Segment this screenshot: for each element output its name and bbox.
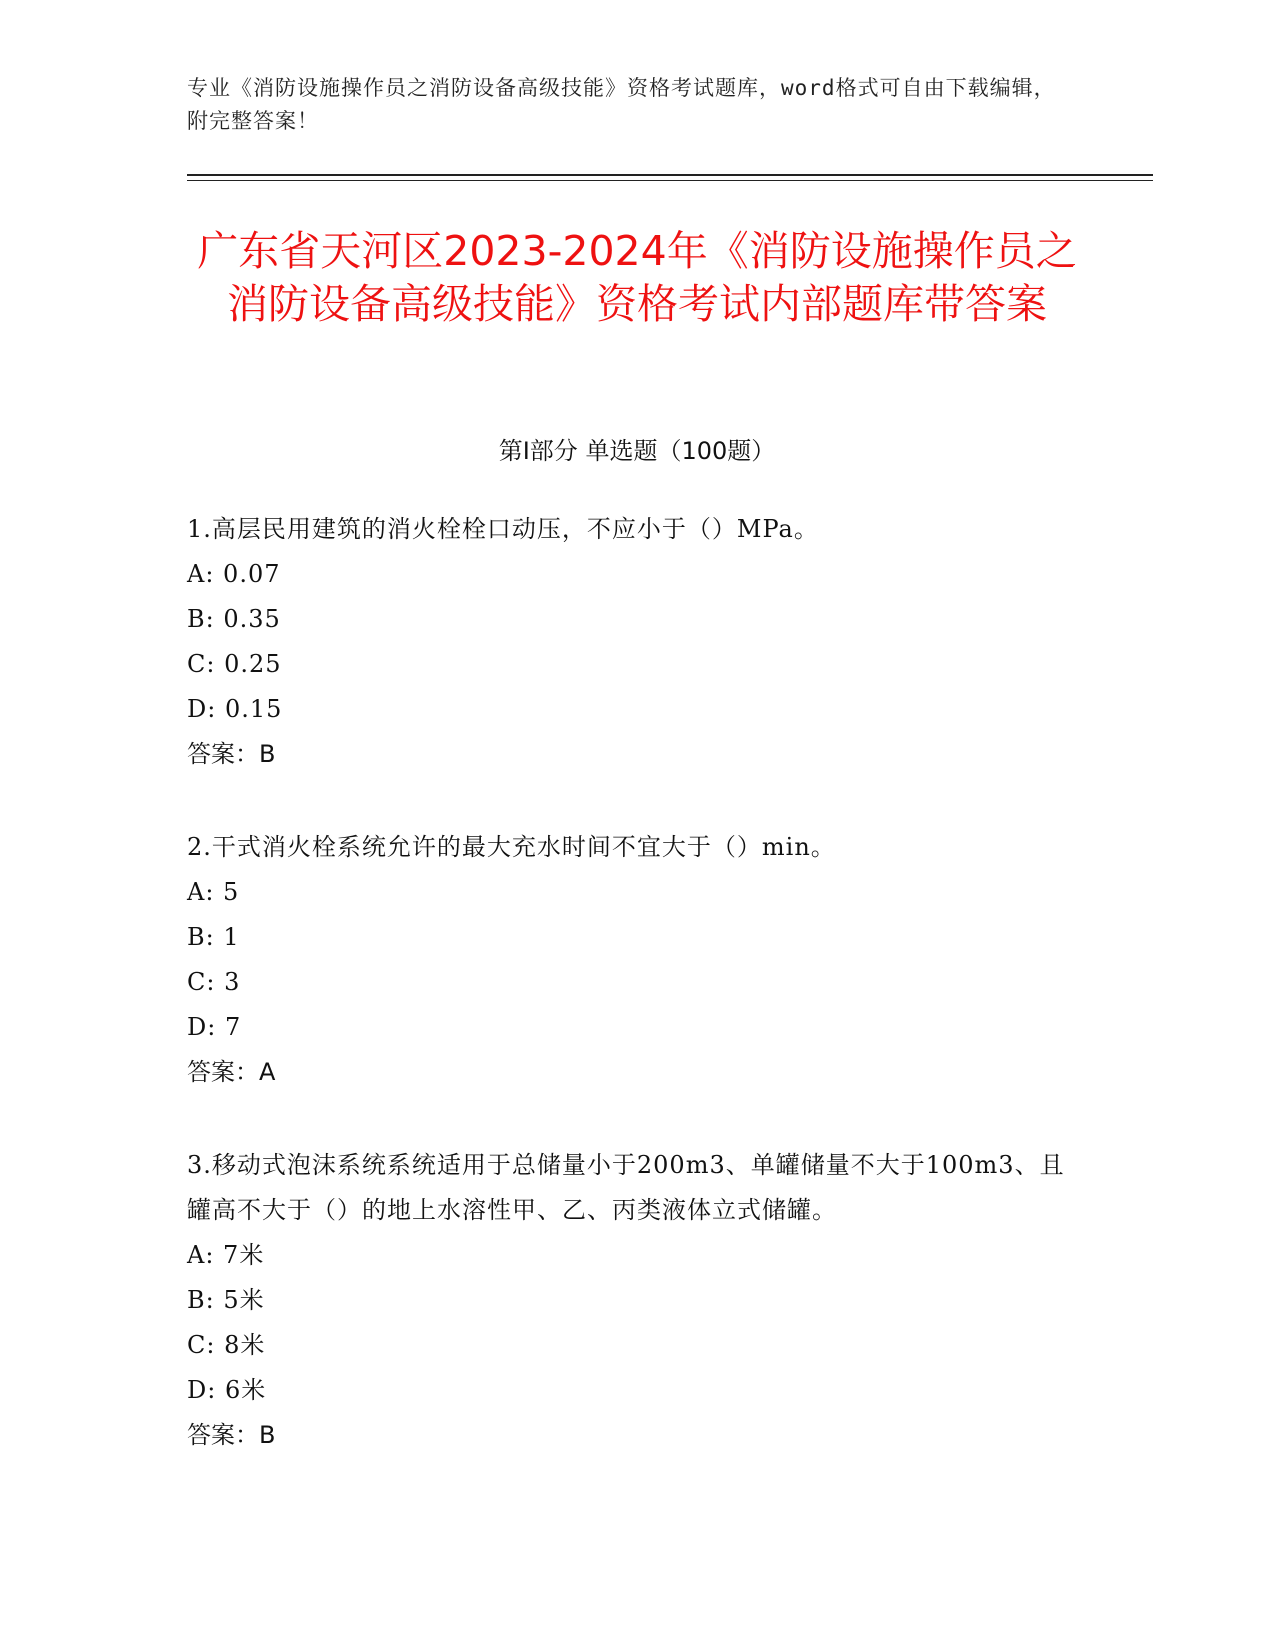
document-title: 广东省天河区2023-2024年《消防设施操作员之消防设备高级技能》资格考试内部题库带答案 (197, 227, 1077, 328)
question-1 (187, 507, 1087, 777)
header-note: 专业《消防设施操作员之消防设备高级技能》资格考试题库，word格式可自由下载编辑，附完整答案！ (187, 76, 1056, 133)
option-b: B: 0.35 (187, 605, 281, 633)
option-a: A: 0.07 (187, 560, 281, 588)
option-d: D: 7 (187, 1013, 242, 1041)
option-c: C: 3 (187, 968, 241, 996)
header-rule-thin (187, 180, 1153, 181)
option-d: D: 6米 (187, 1376, 267, 1404)
answer: 答案：A (187, 1058, 276, 1086)
question-stem: 3.移动式泡沫系统系统适用于总储量小于200m3、单罐储量不大于100m3、且罐高不大于（）的地上水溶性甲、乙、丙类液体立式储罐。 (187, 1151, 1065, 1224)
answer: 答案：B (187, 740, 276, 768)
option-a: A: 7米 (187, 1241, 265, 1269)
option-b: B: 5米 (187, 1286, 265, 1314)
option-b: B: 1 (187, 923, 240, 951)
option-c: C: 0.25 (187, 650, 282, 678)
option-a: A: 5 (187, 878, 240, 906)
answer: 答案：B (187, 1421, 276, 1449)
option-c: C: 8米 (187, 1331, 266, 1359)
question-3 (187, 1143, 1087, 1458)
option-d: D: 0.15 (187, 695, 283, 723)
header-rule-thick (187, 174, 1153, 176)
question-stem: 1.高层民用建筑的消火栓栓口动压，不应小于（）MPa。 (187, 515, 819, 543)
section-title: 第I部分 单选题（100题） (498, 437, 776, 465)
question-2 (187, 825, 1087, 1095)
question-stem: 2.干式消火栓系统允许的最大充水时间不宜大于（）min。 (187, 833, 836, 861)
